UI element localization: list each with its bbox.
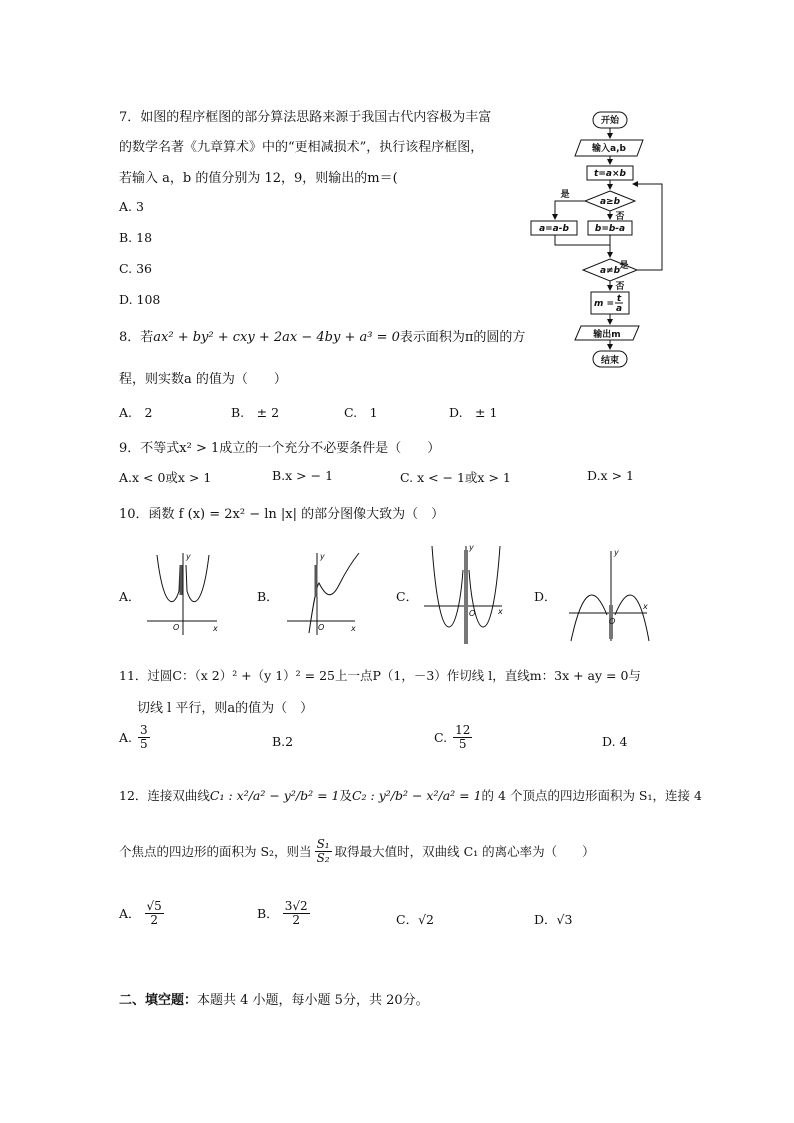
svg-text:y: y bbox=[186, 552, 191, 561]
flow-output-text: 输出m bbox=[593, 330, 621, 340]
flow-end-text: 结束 bbox=[600, 356, 620, 366]
flow-m-den: a bbox=[615, 304, 623, 314]
q7-option-a: A. 3 bbox=[119, 199, 144, 214]
svg-text:O: O bbox=[173, 623, 180, 632]
q8-prefix: 8．若 bbox=[119, 330, 154, 345]
q12-option-b: B． $\frac{3√2}{2}$ bbox=[257, 899, 308, 927]
section2-heading bbox=[119, 989, 429, 1008]
flow-no2-label: 否 bbox=[615, 282, 625, 292]
q7-option-b: B. 18 bbox=[119, 230, 153, 245]
flow-m-num: t bbox=[616, 294, 622, 304]
q11-option-c: C. $\frac{12}{5}$ bbox=[434, 723, 471, 751]
q11-line2: 切线 l 平行，则a的值为（ ） bbox=[137, 701, 314, 716]
svg-text:x: x bbox=[498, 607, 503, 616]
q7-option-d: D. 108 bbox=[119, 292, 161, 307]
q11-option-b: B.2 bbox=[272, 734, 294, 749]
q8-equation: ax² + by² + cxy + 2ax − 4by + a³ = 0 bbox=[153, 330, 400, 345]
q7-option-c: C. 36 bbox=[119, 261, 152, 276]
svg-text:O: O bbox=[318, 623, 325, 632]
q9-option-d: D.x > 1 bbox=[587, 468, 634, 483]
flowchart bbox=[525, 106, 675, 374]
flow-yes2-label: 是 bbox=[619, 261, 629, 271]
flow-cond2-text: a≠b bbox=[599, 266, 621, 276]
q10-graph-c bbox=[422, 540, 510, 646]
q8-line1 bbox=[119, 326, 525, 345]
flow-left-text: a=a-b bbox=[539, 224, 569, 234]
flow-yes1-label: 是 bbox=[560, 190, 570, 200]
q12-line1: 12．连接双曲线C₁ : x²/a² − y²/b² = 1及C₂ : y²/b² − x²/a² = 1的 4 个顶点的四边形面积为 S₁，连接 4 bbox=[119, 788, 702, 803]
q12-line2: 个焦点的四边形的面积为 S₂，则当 $\frac{\text{S₁}}{\text{S₂}}$ 取得最大值时，双曲线 C₁ 的离心率为（ ） bbox=[119, 837, 595, 865]
flow-input-text: 输入a,b bbox=[592, 144, 626, 154]
q10-label-b: B． bbox=[257, 589, 279, 604]
q10-label-a: A． bbox=[119, 589, 141, 604]
flow-assign-text: t=a×b bbox=[594, 169, 626, 179]
q10-graph-b bbox=[283, 545, 363, 637]
q8-suffix: 表示面积为π的圆的方 bbox=[399, 330, 526, 345]
q8-option-d: D. ± 1 bbox=[449, 405, 498, 420]
svg-text:y: y bbox=[320, 552, 325, 561]
svg-text:O: O bbox=[609, 617, 616, 626]
q7-line1: 7．如图的程序框图的部分算法思路来源于我国古代内容极为丰富 bbox=[119, 110, 492, 125]
svg-text:O: O bbox=[469, 609, 476, 618]
q11-option-a: A. $\frac{3}{5}$ bbox=[119, 723, 148, 751]
q11-line1: 11．过圆C：（x 2）² +（y 1）² = 25上一点P（1，－3）作切线 l，直线m：3x + ay = 0与 bbox=[119, 668, 641, 683]
q9-option-c: C. x < − 1或x > 1 bbox=[400, 470, 511, 485]
q10-stem: 10．函数 f (x) = 2x² − ln |x| 的部分图像大致为（ ） bbox=[119, 507, 445, 522]
svg-text:x: x bbox=[643, 602, 648, 611]
flow-right-text: b=b-a bbox=[594, 224, 626, 234]
flow-no1-label: 否 bbox=[615, 212, 625, 222]
q12-option-a: A． $\frac{√5}{2}$ bbox=[119, 899, 162, 927]
q9-option-b: B.x > − 1 bbox=[272, 468, 334, 483]
section2-desc: 本题共 4 小题，每小题 5分，共 20分。 bbox=[197, 993, 429, 1008]
q9-stem: 9．不等式x² > 1成立的一个充分不必要条件是（ ） bbox=[119, 441, 441, 456]
q7-line2: 的数学名著《九章算术》中的“更相减损术”，执行该程序框图， bbox=[119, 140, 484, 155]
flow-m-prefix: m = bbox=[593, 299, 615, 309]
q8-line2: 程，则实数a 的值为（ ） bbox=[119, 372, 287, 387]
q8-option-c: C. 1 bbox=[344, 405, 378, 420]
q10-graph-d bbox=[567, 545, 651, 643]
q7-line3: 若输入 a，b 的值分别为 12，9，则输出的m＝( bbox=[119, 171, 398, 186]
q10-label-d: D． bbox=[534, 589, 557, 604]
svg-text:x: x bbox=[213, 624, 218, 633]
svg-text:x: x bbox=[351, 624, 356, 633]
q8-option-a: A. 2 bbox=[119, 405, 153, 420]
svg-text:y: y bbox=[469, 543, 474, 552]
flow-cond1-text: a≥b bbox=[599, 197, 621, 207]
flow-start-text: 开始 bbox=[600, 116, 620, 126]
q12-option-d: D．√3 bbox=[534, 912, 573, 927]
q10-label-c: C． bbox=[396, 589, 419, 604]
q8-option-b: B. ± 2 bbox=[231, 405, 280, 420]
q12-option-c: C．√2 bbox=[396, 912, 434, 927]
q11-option-d: D. 4 bbox=[602, 734, 628, 749]
q9-option-a: A.x < 0或x > 1 bbox=[119, 470, 212, 485]
q10-graph-a bbox=[143, 545, 225, 637]
section2-title: 二、填空题： bbox=[119, 993, 198, 1008]
svg-text:y: y bbox=[614, 548, 619, 557]
